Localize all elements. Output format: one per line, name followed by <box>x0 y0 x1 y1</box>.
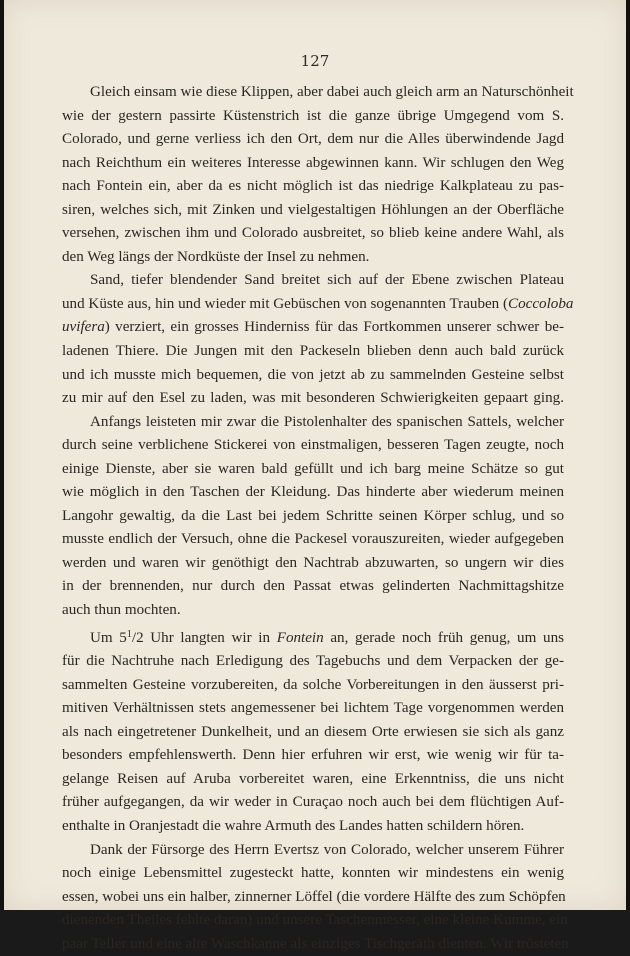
text-line <box>62 175 564 199</box>
line-mid: / <box>131 629 137 646</box>
text-line <box>62 316 564 340</box>
line-text: besonders empfehlenswerth. Denn hier erfuhren wir erst, wie wenig wir für ta- <box>62 747 564 764</box>
text-line <box>62 269 564 293</box>
body-text <box>62 81 574 956</box>
line-text: zu mir auf den Esel zu laden, was mit besonderen Schwierigkeiten gepaart ging. <box>62 390 564 407</box>
scan-border-left <box>0 0 4 910</box>
line-pre: und Küste aus, hin und wieder mit Gebüschen von sogenannten Trauben ( <box>62 295 509 312</box>
line-text: den Weg längs der Nordküste der Insel zu nehmen. <box>62 248 370 265</box>
text-line <box>62 599 564 623</box>
text-line <box>62 293 574 317</box>
line-text: nach Fontein ein, aber da es nicht möglich ist das niedrige Kalkplateau zu pas- <box>62 178 564 195</box>
text-line <box>62 839 564 863</box>
line-pre2: Uhr langten wir in <box>143 629 277 646</box>
line-text: sammelten Gesteine vorzubereiten, da solche Vorbereitungen in den äusserst pri- <box>62 676 564 693</box>
text-line <box>62 768 564 792</box>
line-text: musste endlich der Versuch, ohne die Packesel vorauszureiten, wieder aufgegeben <box>62 531 564 548</box>
text-line <box>62 505 564 529</box>
text-line <box>62 340 564 364</box>
text-line <box>62 387 564 411</box>
line-sub: 2 <box>136 629 144 646</box>
line-text: Langohr gewaltig, da die Last bei jedem Schritte seinen Körper schlug, und so <box>62 507 564 524</box>
line-text: ladenen Thiere. Die Jungen mit den Packeseln blieben denn auch bald zurück <box>62 343 564 360</box>
text-line <box>62 199 564 223</box>
text-line <box>62 697 564 721</box>
line-text: auch thun mochten. <box>62 602 181 619</box>
page-number: 127 <box>300 52 330 70</box>
line-text: nach Reichthum ein weiteres Interesse abgewinnen kann. Wir schlugen den Weg <box>62 154 564 171</box>
line-text: und ich musste mich bequemen, die von jetzt ab zu sammelnden Gesteine selbst <box>62 366 564 383</box>
text-line <box>62 744 564 768</box>
line-text: Gleich einsam wie diese Klippen, aber dabei auch gleich arm an Naturschönheit <box>90 84 574 100</box>
line-italic: Fontein <box>276 629 324 646</box>
line-italic: Coccoloba <box>508 295 574 312</box>
text-line <box>62 222 564 246</box>
line-text: als nach eingetretener Dunkelheit, und an diesem Orte erwiesen sie sich als ganz <box>62 723 564 740</box>
line-text: versehen, zwischen ihm und Colorado ausbreitet, so blieb keine andere Wahl, als <box>62 225 564 242</box>
line-text: siren, welches sich, mit Zinken und vielgestaltigen Höhlungen an der Oberfläche <box>62 201 564 218</box>
line-text: in der brennenden, nur durch den Passat etwas gelinderten Nachmittagshitze <box>62 578 564 595</box>
line-sup: 1 <box>126 628 132 640</box>
text-line <box>62 933 569 956</box>
text-line <box>62 411 564 435</box>
text-line <box>62 650 564 674</box>
line-italic: uvifera <box>62 319 105 336</box>
text-line <box>62 528 564 552</box>
text-line <box>62 909 568 933</box>
line-text: Anfangs leisteten mir zwar die Pistolenhalter des spanischen Sattels, welcher <box>90 413 564 430</box>
text-line <box>62 886 564 910</box>
line-text: wie der gestern passirte Küstenstrich ist die ganze übrige Umgegend vom S. <box>62 107 564 124</box>
line-text: mitiven Verhältnissen stets angemessener bei lichtem Tage vorgenommen werden <box>62 700 564 717</box>
line-text: paar Teller und eine alte Waschkanne als einziges Tischgeräth dienten. Wir trösteten <box>62 935 569 952</box>
line-text: noch einige Lebensmittel zugesteckt hatte, konnten wir mindestens ein wenig <box>62 865 564 882</box>
text-line <box>62 481 564 505</box>
text-line <box>62 246 564 270</box>
line-text: wie möglich in den Taschen der Kleidung. Das hinderte aber wiederum meinen <box>62 484 564 501</box>
line-text: werden und waren wir genöthigt den Nachtrab abzuwarten, so ungern wir dies <box>62 554 564 571</box>
text-line <box>62 105 564 129</box>
text-line <box>62 81 574 105</box>
line-text: gelange Reisen auf Aruba vorbereitet waren, eine Erkenntniss, die uns nicht <box>62 770 564 787</box>
line-text: dienenden Theiles fehlte daran) und unsere Taschenmesser, eine kleine Kumme, ein <box>62 912 568 929</box>
text-line <box>62 862 564 886</box>
line-text: einige Dienste, aber sie waren bald gefüllt und ich barg meine Schätze so gut <box>62 460 564 477</box>
text-line <box>62 721 564 745</box>
text-line <box>62 674 564 698</box>
text-line <box>62 434 564 458</box>
text-line <box>62 575 564 599</box>
book-page <box>4 0 626 952</box>
text-line <box>62 152 564 176</box>
text-line <box>62 364 564 388</box>
scan-border-right <box>626 0 630 910</box>
line-text: für die Nachtruhe nach Erledigung des Tagebuchs und dem Verpacken der ge- <box>62 653 564 670</box>
text-line <box>62 791 564 815</box>
line-post: ) verziert, ein grosses Hinderniss für das Fortkommen unserer schwer be- <box>104 319 564 336</box>
line-text: Colorado, und gerne verliess ich den Ort, dem nur die Alles überwindende Jagd <box>62 131 564 148</box>
text-line <box>62 552 564 576</box>
text-line <box>62 815 564 839</box>
line-text: essen, wobei uns ein halber, zinnerner Löffel (die vordere Hälfte des zum Schöpfen <box>62 888 566 905</box>
line-post: an, gerade noch früh genug, um uns <box>323 629 564 646</box>
line-text: enthalte in Oranjestadt die wahre Armuth des Landes hatten schildern hören. <box>62 817 525 834</box>
text-line <box>62 623 564 651</box>
line-text: durch seine verblichene Stickerei von einstmaligen, besseren Tagen zeugte, noch <box>62 437 564 454</box>
line-pre: Um 5 <box>90 629 127 646</box>
line-text: Dank der Fürsorge des Herrn Evertsz von Colorado, welcher unserem Führer <box>90 841 564 858</box>
line-text: früher aufgegangen, da wir weder in Curaçao noch auch bei dem flüchtigen Auf- <box>62 794 564 811</box>
text-line <box>62 458 564 482</box>
text-line <box>62 128 564 152</box>
line-text: Sand, tiefer blendender Sand breitet sich auf der Ebene zwischen Plateau <box>90 272 564 289</box>
